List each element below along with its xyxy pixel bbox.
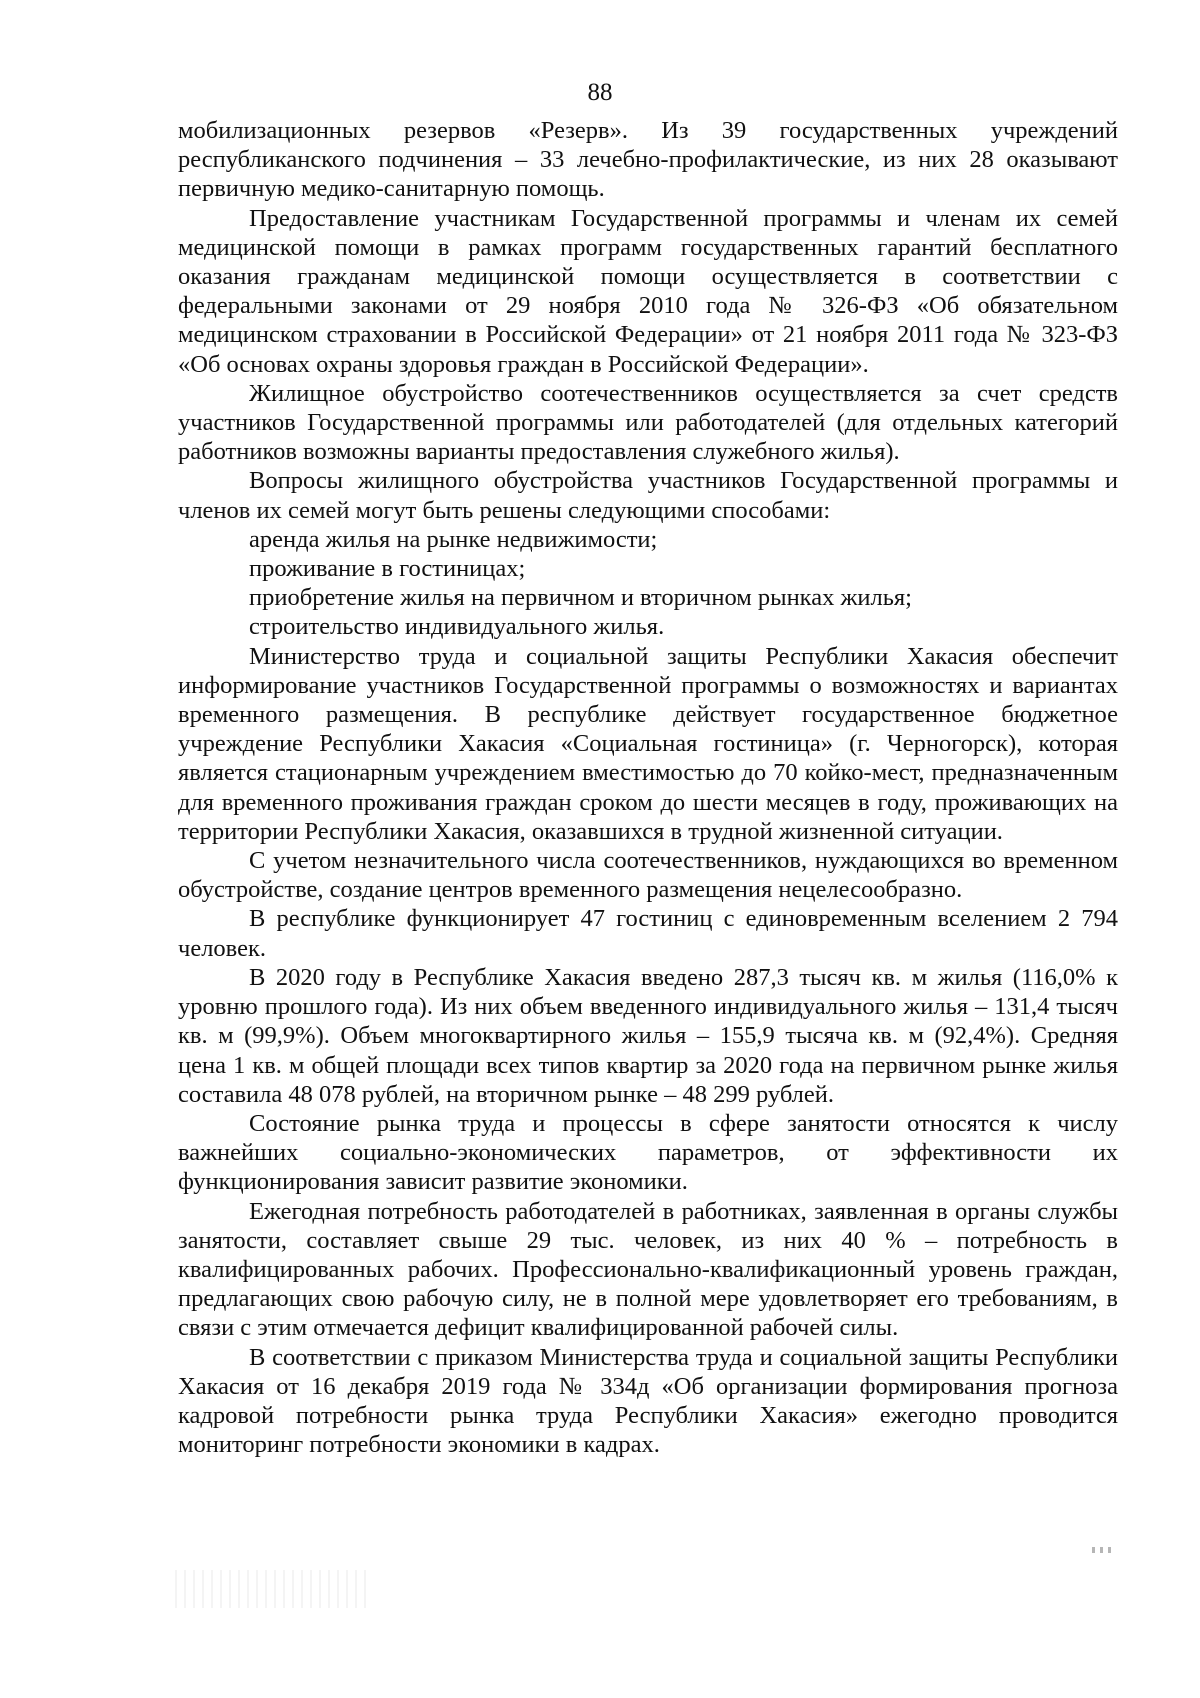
paragraph-hotels: В республике функционирует 47 гостиниц с единовременным вселением 2 794 человек. (178, 905, 1118, 962)
paragraph-ministry-information: Министерство труда и социальной защиты Республики Хакасия обеспечит информирование участников Государственной программы о возможностях и вариантах временного размещения. В республике действует государственное бюджетное учреждение Республики Хакасия «Социальная гостиница» (г. Черногорск), которая является стационарным учреждением вместимостью до 70 койко-мест, предназначенным для временного проживания граждан сроком до шести месяцев в году, проживающих на территории Республики Хакасия, оказавшихся в трудной жизненной ситуации. (178, 642, 1118, 845)
list-item: приобретение жилья на первичном и вторичном рынках жилья; (249, 584, 912, 612)
list-item: проживание в гостиницах; (249, 555, 526, 583)
paragraph-employer-demand: Ежегодная потребность работодателей в работниках, заявленная в органы службы занятости, составляет свыше 29 тыс. человек, из них 40 % – потребность в квалифицированных рабочих. Профессионально-квалификационный уровень граждан, предлагающих свою рабочую силу, не в полной мере удовлетворяет его требованиям, в связи с этим отмечается дефицит квалифицированной рабочей силы. (178, 1197, 1118, 1342)
paragraph-housing-arrangement: Жилищное обустройство соотечественников осуществляется за счет средств участников Государственной программы или работодателей (для отдельных категорий работников возможны варианты предоставления служебного жилья). (178, 379, 1118, 466)
paragraph-housing-statistics: В 2020 году в Республике Хакасия введено 287,3 тысяч кв. м жилья (116,0% к уровню прошлого года). Из них объем введенного индивидуального жилья – 131,4 тысяч кв. м (99,9%). Объем многоквартирного жилья – 155,9 тысяча кв. м (92,4%). Средняя цена 1 кв. м общей площади всех типов квартир за 2020 года на первичном рынке жилья составила 48 078 рублей, на вторичном рынке – 48 299 рублей. (178, 963, 1118, 1108)
list-item: строительство индивидуального жилья. (249, 613, 665, 641)
paragraph-labor-market: Состояние рынка труда и процессы в сфере занятости относятся к числу важнейших социально-экономических параметров, от эффективности их функционирования зависит развитие экономики. (178, 1109, 1118, 1196)
paragraph-housing-methods-intro: Вопросы жилищного обустройства участников Государственной программы и членов их семей могут быть решены следующими способами: (178, 467, 1118, 524)
paragraph-medical-assistance: Предоставление участникам Государственной программы и членам их семей медицинской помощи в рамках программ государственных гарантий бесплатного оказания гражданам медицинской помощи осуществляется в соответствии с федеральными законами от 29 ноября 2010 года № 326-ФЗ «Об обязательном медицинском страховании в Российской Федерации» от 21 ноября 2011 года № 323-ФЗ «Об основах охраны здоровья граждан в Российской Федерации». (178, 204, 1118, 378)
page-number: 88 (587, 79, 613, 106)
scan-artifact (175, 1570, 370, 1608)
document-body (178, 116, 1118, 1459)
paragraph-continuation: мобилизационных резервов «Резерв». Из 39 государственных учреждений республиканского подчинения – 33 лечебно-профилактические, из них 28 оказывают первичную медико-санитарную помощь. (178, 117, 1118, 203)
list-item: аренда жилья на рынке недвижимости; (249, 525, 658, 553)
scan-artifact (1092, 1547, 1112, 1553)
paragraph-temporary-centers: С учетом незначительного числа соотечественников, нуждающихся во временном обустройстве, создание центров временного размещения нецелесообразно. (178, 847, 1118, 904)
paragraph-ministry-order: В соответствии с приказом Министерства труда и социальной защиты Республики Хакасия от 16 декабря 2019 года № 334д «Об организации формирования прогноза кадровой потребности рынка труда Республики Хакасия» ежегодно проводится мониторинг потребности экономики в кадрах. (178, 1343, 1118, 1459)
